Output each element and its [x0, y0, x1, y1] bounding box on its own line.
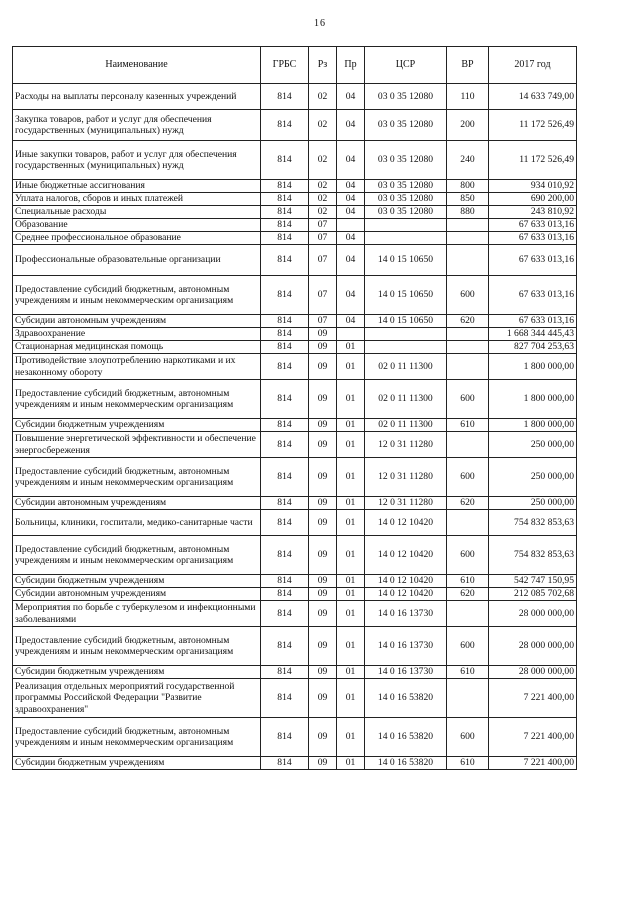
cell-grbs: 814 — [261, 206, 309, 219]
cell-pr: 01 — [337, 588, 365, 601]
cell-rz: 09 — [309, 497, 337, 510]
budget-table — [12, 46, 577, 770]
cell-pr: 01 — [337, 419, 365, 432]
cell-pr: 04 — [337, 84, 365, 110]
cell-pr: 01 — [337, 757, 365, 770]
cell-grbs: 814 — [261, 679, 309, 718]
cell-csr: 03 0 35 12080 — [365, 180, 447, 193]
cell-csr: 03 0 35 12080 — [365, 206, 447, 219]
cell-csr: 02 0 11 11300 — [365, 354, 447, 380]
cell-csr: 14 0 12 10420 — [365, 536, 447, 575]
cell-amount: 250 000,00 — [489, 458, 577, 497]
cell-name: Субсидии автономным учреждениям — [13, 497, 261, 510]
table-row — [13, 679, 577, 718]
cell-name: Уплата налогов, сборов и иных платежей — [13, 193, 261, 206]
cell-pr: 01 — [337, 510, 365, 536]
cell-rz: 09 — [309, 458, 337, 497]
cell-rz: 09 — [309, 601, 337, 627]
cell-rz: 07 — [309, 276, 337, 315]
table-row — [13, 380, 577, 419]
cell-amount: 67 633 013,16 — [489, 315, 577, 328]
cell-name: Предоставление субсидий бюджетным, автономным учреждениям и иным некоммерческим организациям — [13, 536, 261, 575]
cell-csr: 12 0 31 11280 — [365, 432, 447, 458]
cell-rz: 02 — [309, 110, 337, 141]
cell-vr — [447, 432, 489, 458]
header-amount: 2017 год — [489, 47, 577, 84]
cell-pr: 01 — [337, 380, 365, 419]
table-row — [13, 627, 577, 666]
cell-amount: 67 633 013,16 — [489, 276, 577, 315]
cell-amount: 243 810,92 — [489, 206, 577, 219]
table-row — [13, 315, 577, 328]
cell-rz: 02 — [309, 193, 337, 206]
cell-rz: 07 — [309, 245, 337, 276]
cell-csr: 03 0 35 12080 — [365, 110, 447, 141]
table-row — [13, 141, 577, 180]
cell-amount: 542 747 150,95 — [489, 575, 577, 588]
cell-grbs: 814 — [261, 141, 309, 180]
table-row — [13, 588, 577, 601]
cell-name: Повышение энергетической эффективности и обеспечение энергосбережения — [13, 432, 261, 458]
cell-grbs: 814 — [261, 245, 309, 276]
cell-amount: 67 633 013,16 — [489, 232, 577, 245]
cell-name: Предоставление субсидий бюджетным, автономным учреждениям и иным некоммерческим организациям — [13, 458, 261, 497]
cell-vr: 610 — [447, 575, 489, 588]
cell-rz: 09 — [309, 380, 337, 419]
table-row — [13, 193, 577, 206]
cell-pr: 04 — [337, 141, 365, 180]
cell-grbs: 814 — [261, 276, 309, 315]
cell-csr: 02 0 11 11300 — [365, 380, 447, 419]
cell-vr: 600 — [447, 718, 489, 757]
cell-vr: 850 — [447, 193, 489, 206]
cell-grbs: 814 — [261, 588, 309, 601]
cell-vr — [447, 328, 489, 341]
cell-rz: 09 — [309, 536, 337, 575]
cell-name: Субсидии бюджетным учреждениям — [13, 575, 261, 588]
cell-csr: 14 0 12 10420 — [365, 510, 447, 536]
table-row — [13, 575, 577, 588]
cell-csr — [365, 328, 447, 341]
cell-name: Иные закупки товаров, работ и услуг для обеспечения государственных (муниципальных) нужд — [13, 141, 261, 180]
cell-vr — [447, 219, 489, 232]
table-row — [13, 601, 577, 627]
cell-amount: 28 000 000,00 — [489, 627, 577, 666]
cell-rz: 02 — [309, 180, 337, 193]
table-row — [13, 419, 577, 432]
cell-grbs: 814 — [261, 380, 309, 419]
cell-amount: 1 800 000,00 — [489, 419, 577, 432]
cell-grbs: 814 — [261, 354, 309, 380]
cell-rz: 02 — [309, 206, 337, 219]
table-row — [13, 232, 577, 245]
table-row — [13, 245, 577, 276]
cell-vr: 610 — [447, 666, 489, 679]
cell-pr — [337, 219, 365, 232]
cell-name: Расходы на выплаты персоналу казенных учреждений — [13, 84, 261, 110]
cell-amount: 28 000 000,00 — [489, 601, 577, 627]
cell-amount: 7 221 400,00 — [489, 757, 577, 770]
cell-csr: 14 0 16 53820 — [365, 718, 447, 757]
cell-vr: 600 — [447, 536, 489, 575]
cell-name: Закупка товаров, работ и услуг для обеспечения государственных (муниципальных) нужд — [13, 110, 261, 141]
cell-rz: 09 — [309, 328, 337, 341]
cell-pr: 01 — [337, 497, 365, 510]
cell-rz: 02 — [309, 84, 337, 110]
cell-vr: 610 — [447, 757, 489, 770]
cell-name: Субсидии автономным учреждениям — [13, 315, 261, 328]
cell-rz: 09 — [309, 510, 337, 536]
cell-vr: 880 — [447, 206, 489, 219]
cell-csr: 14 0 16 53820 — [365, 679, 447, 718]
table-row — [13, 276, 577, 315]
header-name: Наименование — [13, 47, 261, 84]
cell-amount: 67 633 013,16 — [489, 219, 577, 232]
cell-amount: 1 800 000,00 — [489, 354, 577, 380]
cell-pr: 01 — [337, 679, 365, 718]
cell-csr: 02 0 11 11300 — [365, 419, 447, 432]
cell-grbs: 814 — [261, 193, 309, 206]
cell-grbs: 814 — [261, 315, 309, 328]
cell-pr: 04 — [337, 110, 365, 141]
cell-grbs: 814 — [261, 666, 309, 679]
cell-rz: 02 — [309, 141, 337, 180]
cell-grbs: 814 — [261, 575, 309, 588]
cell-pr: 01 — [337, 432, 365, 458]
cell-grbs: 814 — [261, 328, 309, 341]
cell-rz: 09 — [309, 666, 337, 679]
cell-amount: 690 200,00 — [489, 193, 577, 206]
cell-vr: 600 — [447, 276, 489, 315]
cell-vr — [447, 601, 489, 627]
cell-name: Образование — [13, 219, 261, 232]
cell-amount: 11 172 526,49 — [489, 110, 577, 141]
cell-name: Иные бюджетные ассигнования — [13, 180, 261, 193]
cell-pr: 01 — [337, 536, 365, 575]
cell-pr: 01 — [337, 666, 365, 679]
cell-vr: 610 — [447, 419, 489, 432]
cell-amount: 14 633 749,00 — [489, 84, 577, 110]
table-row — [13, 110, 577, 141]
cell-rz: 09 — [309, 575, 337, 588]
table-row — [13, 757, 577, 770]
cell-rz: 07 — [309, 315, 337, 328]
table-row — [13, 180, 577, 193]
table-row — [13, 219, 577, 232]
cell-rz: 09 — [309, 419, 337, 432]
cell-rz: 09 — [309, 341, 337, 354]
cell-csr: 14 0 16 13730 — [365, 627, 447, 666]
cell-name: Субсидии бюджетным учреждениям — [13, 666, 261, 679]
cell-csr: 14 0 16 53820 — [365, 757, 447, 770]
cell-name: Среднее профессиональное образование — [13, 232, 261, 245]
cell-grbs: 814 — [261, 601, 309, 627]
table-row — [13, 206, 577, 219]
header-csr: ЦСР — [365, 47, 447, 84]
cell-pr: 01 — [337, 341, 365, 354]
cell-grbs: 814 — [261, 536, 309, 575]
cell-name: Больницы, клиники, госпитали, медико-санитарные части — [13, 510, 261, 536]
cell-grbs: 814 — [261, 458, 309, 497]
cell-pr: 01 — [337, 354, 365, 380]
table-row — [13, 666, 577, 679]
cell-pr: 01 — [337, 458, 365, 497]
cell-rz: 09 — [309, 588, 337, 601]
cell-grbs: 814 — [261, 510, 309, 536]
page-number: 16 — [314, 18, 326, 29]
cell-csr: 03 0 35 12080 — [365, 193, 447, 206]
cell-amount: 67 633 013,16 — [489, 245, 577, 276]
table-row — [13, 432, 577, 458]
cell-amount: 934 010,92 — [489, 180, 577, 193]
cell-name: Реализация отдельных мероприятий государственной программы Российской Федерации "Развитие здравоохранения" — [13, 679, 261, 718]
cell-name: Противодействие злоупотреблению наркотиками и их незаконному обороту — [13, 354, 261, 380]
cell-grbs: 814 — [261, 718, 309, 757]
cell-vr — [447, 354, 489, 380]
cell-vr: 200 — [447, 110, 489, 141]
cell-rz: 09 — [309, 627, 337, 666]
cell-csr — [365, 219, 447, 232]
cell-pr: 04 — [337, 193, 365, 206]
header-grbs: ГРБС — [261, 47, 309, 84]
table-row — [13, 458, 577, 497]
cell-vr — [447, 341, 489, 354]
cell-grbs: 814 — [261, 757, 309, 770]
cell-amount: 250 000,00 — [489, 497, 577, 510]
cell-amount: 1 668 344 445,43 — [489, 328, 577, 341]
cell-rz: 07 — [309, 219, 337, 232]
cell-csr: 14 0 15 10650 — [365, 276, 447, 315]
cell-rz: 09 — [309, 679, 337, 718]
cell-pr — [337, 328, 365, 341]
cell-pr: 04 — [337, 315, 365, 328]
cell-amount: 11 172 526,49 — [489, 141, 577, 180]
cell-name: Мероприятия по борьбе с туберкулезом и инфекционными заболеваниями — [13, 601, 261, 627]
cell-csr: 14 0 12 10420 — [365, 575, 447, 588]
cell-name: Предоставление субсидий бюджетным, автономным учреждениям и иным некоммерческим организациям — [13, 380, 261, 419]
table-row — [13, 510, 577, 536]
header-pr: Пр — [337, 47, 365, 84]
cell-amount: 827 704 253,63 — [489, 341, 577, 354]
cell-csr: 14 0 15 10650 — [365, 315, 447, 328]
cell-csr — [365, 232, 447, 245]
cell-grbs: 814 — [261, 497, 309, 510]
cell-amount: 7 221 400,00 — [489, 679, 577, 718]
cell-pr: 01 — [337, 718, 365, 757]
cell-vr: 800 — [447, 180, 489, 193]
cell-csr: 14 0 16 13730 — [365, 666, 447, 679]
cell-amount: 7 221 400,00 — [489, 718, 577, 757]
cell-vr: 600 — [447, 458, 489, 497]
cell-vr — [447, 679, 489, 718]
cell-pr: 01 — [337, 601, 365, 627]
cell-rz: 09 — [309, 432, 337, 458]
cell-pr: 04 — [337, 232, 365, 245]
cell-amount: 250 000,00 — [489, 432, 577, 458]
header-vr: ВР — [447, 47, 489, 84]
cell-pr: 04 — [337, 245, 365, 276]
cell-amount: 28 000 000,00 — [489, 666, 577, 679]
cell-rz: 09 — [309, 718, 337, 757]
table-header-row — [13, 47, 577, 84]
cell-vr: 620 — [447, 315, 489, 328]
cell-vr: 600 — [447, 380, 489, 419]
cell-csr: 14 0 15 10650 — [365, 245, 447, 276]
cell-rz: 09 — [309, 354, 337, 380]
cell-vr — [447, 510, 489, 536]
cell-name: Специальные расходы — [13, 206, 261, 219]
table-row — [13, 328, 577, 341]
cell-grbs: 814 — [261, 219, 309, 232]
cell-name: Субсидии бюджетным учреждениям — [13, 419, 261, 432]
cell-vr — [447, 232, 489, 245]
cell-csr: 03 0 35 12080 — [365, 84, 447, 110]
cell-name: Профессиональные образовательные организации — [13, 245, 261, 276]
cell-grbs: 814 — [261, 627, 309, 666]
table-row — [13, 84, 577, 110]
cell-pr: 04 — [337, 276, 365, 315]
cell-name: Здравоохранение — [13, 328, 261, 341]
cell-name: Предоставление субсидий бюджетным, автономным учреждениям и иным некоммерческим организациям — [13, 718, 261, 757]
cell-name: Предоставление субсидий бюджетным, автономным учреждениям и иным некоммерческим организациям — [13, 276, 261, 315]
cell-grbs: 814 — [261, 432, 309, 458]
table-row — [13, 354, 577, 380]
cell-vr: 620 — [447, 588, 489, 601]
cell-vr: 600 — [447, 627, 489, 666]
cell-vr: 620 — [447, 497, 489, 510]
cell-pr: 04 — [337, 206, 365, 219]
cell-amount: 754 832 853,63 — [489, 510, 577, 536]
cell-grbs: 814 — [261, 341, 309, 354]
cell-pr: 04 — [337, 180, 365, 193]
table-row — [13, 497, 577, 510]
table-row — [13, 536, 577, 575]
cell-pr: 01 — [337, 627, 365, 666]
cell-name: Предоставление субсидий бюджетным, автономным учреждениям и иным некоммерческим организациям — [13, 627, 261, 666]
cell-csr: 14 0 16 13730 — [365, 601, 447, 627]
cell-name: Стационарная медицинская помощь — [13, 341, 261, 354]
cell-csr: 14 0 12 10420 — [365, 588, 447, 601]
cell-amount: 212 085 702,68 — [489, 588, 577, 601]
cell-name: Субсидии бюджетным учреждениям — [13, 757, 261, 770]
cell-grbs: 814 — [261, 419, 309, 432]
cell-pr: 01 — [337, 575, 365, 588]
cell-name: Субсидии автономным учреждениям — [13, 588, 261, 601]
cell-grbs: 814 — [261, 84, 309, 110]
cell-amount: 1 800 000,00 — [489, 380, 577, 419]
cell-grbs: 814 — [261, 110, 309, 141]
cell-csr: 12 0 31 11280 — [365, 458, 447, 497]
cell-amount: 754 832 853,63 — [489, 536, 577, 575]
cell-rz: 09 — [309, 757, 337, 770]
cell-grbs: 814 — [261, 232, 309, 245]
header-rz: Рз — [309, 47, 337, 84]
cell-csr — [365, 341, 447, 354]
cell-rz: 07 — [309, 232, 337, 245]
cell-csr: 03 0 35 12080 — [365, 141, 447, 180]
cell-vr — [447, 245, 489, 276]
table-row — [13, 718, 577, 757]
cell-vr: 110 — [447, 84, 489, 110]
cell-grbs: 814 — [261, 180, 309, 193]
cell-vr: 240 — [447, 141, 489, 180]
table-row — [13, 341, 577, 354]
cell-csr: 12 0 31 11280 — [365, 497, 447, 510]
